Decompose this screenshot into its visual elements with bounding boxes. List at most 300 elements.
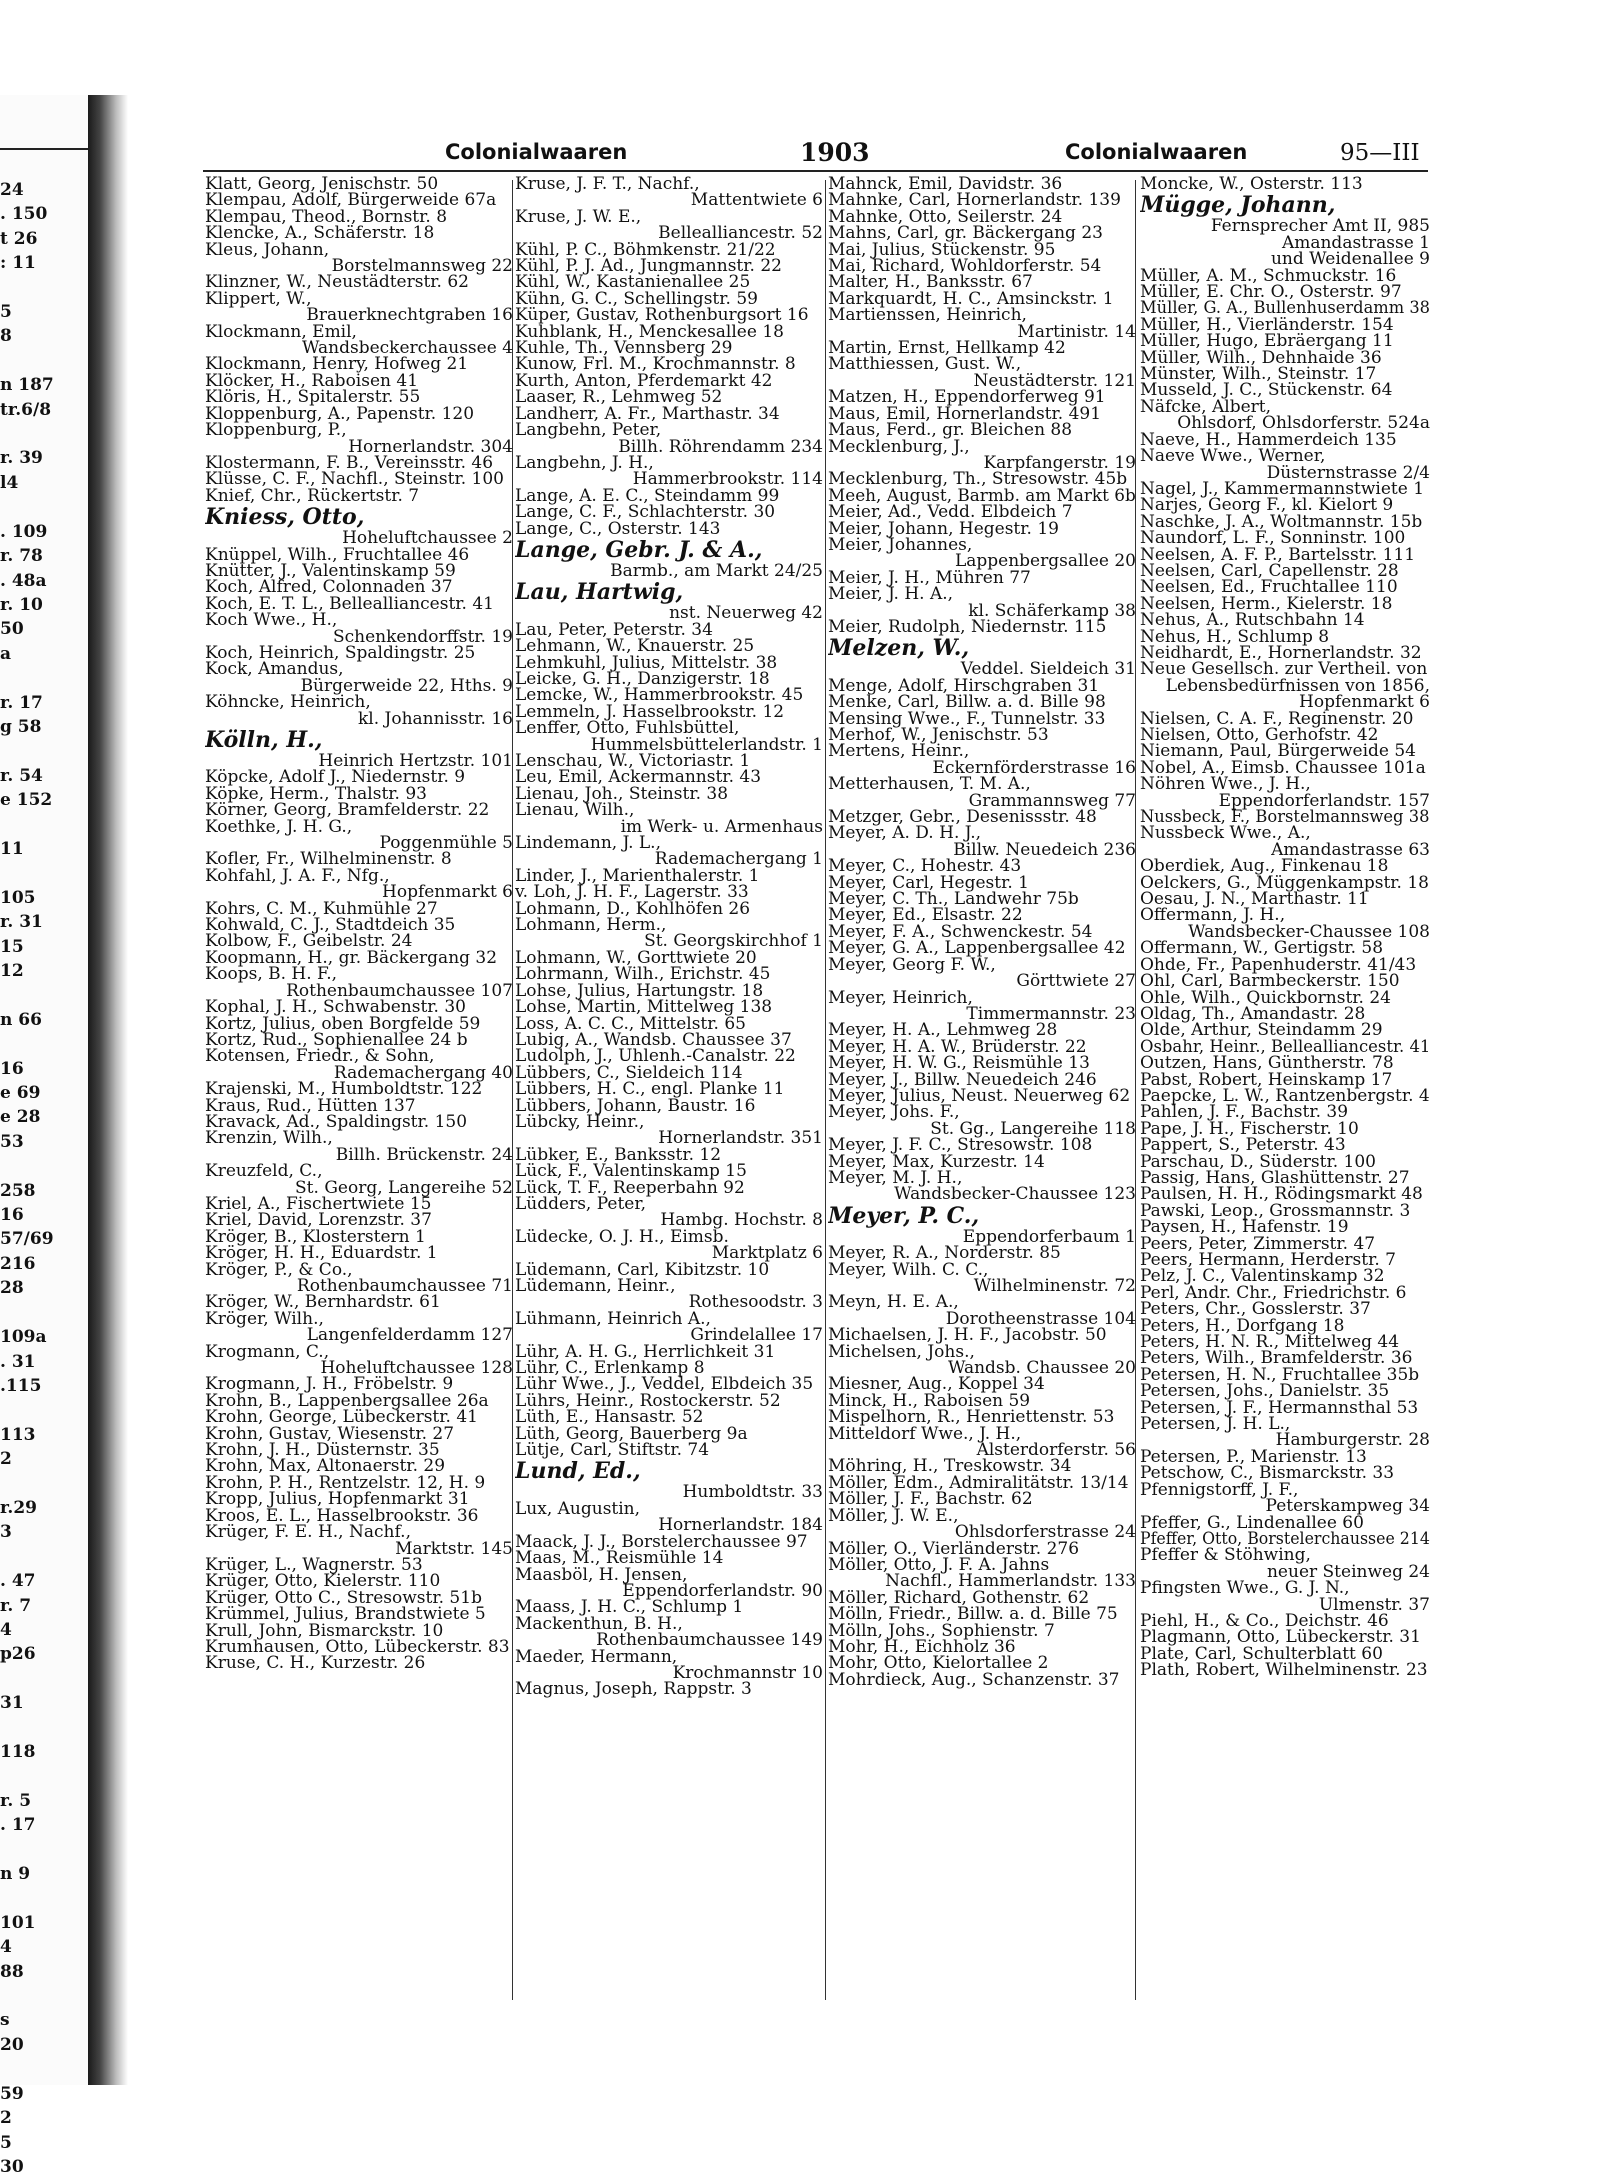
directory-entry: Kunow, Frl. M., Krochmannstr. 8 [515, 354, 796, 375]
directory-entry: Mitteldorf Wwe., J. H., [828, 1423, 1022, 1444]
directory-entry: Leu, Emil, Ackermannstr. 43 [515, 767, 762, 788]
directory-entry: Paepcke, L. W., Rantzenbergstr. 4 [1140, 1085, 1430, 1106]
previous-page-number [0, 1154, 86, 1178]
previous-page-number: 50 [0, 619, 24, 640]
directory-entry-continuation: Hamburgerstr. 28 [1275, 1430, 1430, 1451]
directory-entry-continuation: Eppendorferlandstr. 157 [1218, 790, 1430, 811]
previous-page-number [0, 666, 86, 690]
directory-entry: Lübcky, Heinr., [515, 1111, 645, 1132]
directory-entry: Möhring, H., Treskowstr. 34 [828, 1456, 1072, 1477]
directory-entry-continuation: Eppendorferlandstr. 90 [622, 1580, 823, 1601]
previous-page-number: 53 [0, 1131, 24, 1152]
directory-entry: Kühl, W., Kastanienallee 25 [515, 272, 751, 293]
directory-column-4 [1140, 176, 1430, 2006]
directory-entry: Lux, Augustin, [515, 1498, 641, 1519]
book-spine-shadow [88, 95, 128, 2085]
directory-entry: Meyer, Wilh. C. C., [828, 1259, 989, 1280]
directory-entry: Lohse, Julius, Hartungstr. 18 [515, 980, 764, 1001]
directory-entry: Nielsen, C. A. F., Reginenstr. 20 [1140, 708, 1414, 729]
directory-entry-continuation: Marktstr. 145 [395, 1538, 513, 1559]
directory-entry: Lüth, E., Hansastr. 52 [515, 1407, 704, 1428]
directory-entry: Markquardt, H. C., Amsinckstr. 1 [828, 288, 1114, 309]
directory-entry: Langbehn, Peter, [515, 420, 662, 441]
directory-column-3 [828, 176, 1136, 2006]
directory-entry: Klöris, H., Spitalerstr. 55 [205, 387, 421, 408]
directory-entry: Körner, Georg, Bramfelderstr. 22 [205, 800, 490, 821]
directory-entry-continuation: Martinistr. 14 [1017, 321, 1136, 342]
directory-entry: Nehus, H., Schlump 8 [1140, 626, 1330, 647]
previous-page-number: 57/69 [0, 1229, 54, 1250]
previous-page-number [0, 1984, 86, 2008]
directory-entry: Kriel, A., Fischertwiete 15 [205, 1193, 432, 1214]
previous-page-number [0, 1716, 86, 1740]
directory-entry: Lüth, Georg, Bauerberg 9a [515, 1423, 748, 1444]
directory-entry: Kohwald, C. J., Stadtdeich 35 [205, 915, 456, 936]
directory-entry: Maus, Emil, Hornerlandstr. 491 [828, 403, 1102, 424]
directory-entry: Piehl, H., & Co., Deichstr. 46 [1140, 1610, 1389, 1631]
directory-entry: Kock, Amandus, [205, 659, 344, 680]
directory-entry: Kropp, Julius, Hopfenmarkt 31 [205, 1489, 470, 1510]
directory-firm-heading: Lau, Hartwig, [515, 579, 684, 606]
directory-entry: Krüger, L., Wagnerstr. 53 [205, 1554, 423, 1575]
directory-firm-heading: Melzen, W., [828, 635, 970, 662]
directory-entry-continuation: Ohlsdorf, Ohlsdorferstr. 524a [1177, 413, 1430, 434]
directory-entry: Klöcker, H., Raboisen 41 [205, 370, 419, 391]
directory-entry: Narjes, Georg F., kl. Kielort 9 [1140, 495, 1394, 516]
directory-entry: Meyer, J. F. C., Stresowstr. 108 [828, 1135, 1093, 1156]
directory-entry: Oesau, J. N., Marthastr. 11 [1140, 889, 1369, 910]
directory-entry: Lühr Wwe., J., Veddel, Elbdeich 35 [515, 1374, 814, 1395]
directory-entry: Mahnke, Otto, Seilerstr. 24 [828, 206, 1063, 227]
directory-entry: Klencke, A., Schäferstr. 18 [205, 223, 435, 244]
directory-entry: Kloppenburg, P., [205, 420, 347, 441]
directory-entry: Petersen, P., Marienstr. 13 [1140, 1446, 1367, 1467]
directory-entry: Kühl, P. C., Böhmkenstr. 21/22 [515, 239, 776, 260]
previous-page-number: n 9 [0, 1864, 31, 1885]
previous-page-number: 16 [0, 1058, 24, 1079]
directory-entry: Meier, Rudolph, Niedernstr. 115 [828, 616, 1107, 637]
directory-entry: Mecklenburg, Th., Stresowstr. 45b [828, 469, 1128, 490]
directory-entry: Klüsse, C. F., Nachfl., Steinstr. 100 [205, 469, 504, 490]
directory-entry: Lenschau, W., Victoriastr. 1 [515, 751, 751, 771]
directory-entry: Lühmann, Heinrich A., [515, 1308, 711, 1329]
directory-entry: Malter, H., Banksstr. 67 [828, 272, 1033, 293]
directory-entry: Perl, Andr. Chr., Friedrichstr. 6 [1140, 1282, 1407, 1303]
previous-page-numbers [0, 178, 86, 2179]
previous-page-number: . 150 [0, 204, 48, 225]
directory-entry: Mohrdieck, Aug., Schanzenstr. 37 [828, 1669, 1120, 1690]
directory-entry: Meyer, Ed., Elsastr. 22 [828, 905, 1023, 926]
previous-page-number: r. 78 [0, 546, 43, 567]
directory-entry: Passig, Hans, Glashüttenstr. 27 [1140, 1167, 1410, 1188]
directory-entry: Naschke, J. A., Woltmannstr. 15b [1140, 511, 1423, 532]
directory-entry: Lübker, E., Banksstr. 12 [515, 1144, 722, 1165]
directory-entry-continuation: Peterskampweg 34 [1265, 1496, 1430, 1517]
directory-entry: Kolbow, F., Geibelstr. 24 [205, 931, 413, 952]
directory-entry: Pfennigstorff, J. F., [1140, 1479, 1299, 1500]
directory-entry: Mecklenburg, J., [828, 436, 970, 457]
previous-page-number: s [0, 2010, 10, 2031]
directory-entry-continuation: Hammerbrookstr. 114 [632, 469, 823, 490]
directory-entry-continuation: Langenfelderdamm 127 [306, 1325, 513, 1346]
directory-entry-continuation: Schenkendorffstr. 19 [332, 626, 513, 647]
directory-entry-continuation: Grammannsweg 77 [968, 790, 1136, 811]
directory-entry-continuation: Wandsbeckerchaussee 4 [302, 338, 513, 359]
previous-page-number [0, 1886, 86, 1910]
directory-entry: Lüdecke, O. J. H., Eimsb. [515, 1226, 729, 1247]
previous-page-number: 15 [0, 936, 24, 957]
directory-entry-continuation: Rothenbaumchaussee 107 [286, 980, 513, 1001]
directory-entry: Köpke, Herm., Thalstr. 93 [205, 783, 427, 804]
directory-entry: Leicke, G. H., Danzigerstr. 18 [515, 668, 770, 689]
directory-entry-continuation: Humboldtstr. 33 [682, 1482, 823, 1503]
header-rule [203, 170, 1428, 172]
directory-entry: Paulsen, H. H., Rödingsmarkt 48 [1140, 1184, 1423, 1205]
directory-entry: Lück, T. F., Reeperbahn 92 [515, 1177, 745, 1198]
previous-page-rule [0, 148, 98, 150]
previous-page-number: e 152 [0, 790, 53, 811]
directory-entry-continuation: kl. Schäferkamp 38 [968, 600, 1136, 621]
directory-entry-continuation: Wandsbecker-Chaussee 123 [894, 1184, 1136, 1205]
previous-page-number: r.29 [0, 1497, 37, 1518]
directory-entry: Lange, A. E. C., Steindamm 99 [515, 485, 780, 506]
directory-entry-continuation: Dorotheenstrasse 104 [945, 1308, 1136, 1329]
directory-entry: Mackenthun, B. H., [515, 1613, 683, 1634]
directory-entry-continuation: Eppendorferbaum 1 [962, 1226, 1136, 1247]
directory-entry: Niemann, Paul, Bürgerweide 54 [1140, 741, 1417, 762]
directory-entry-continuation: Rademachergang 1 [654, 849, 823, 870]
directory-entry: Petschow, C., Bismarckstr. 33 [1140, 1463, 1395, 1484]
directory-entry: Petersen, J. H. L., [1140, 1414, 1291, 1435]
directory-entry: Mertens, Heinr., [828, 741, 970, 762]
directory-firm-heading: Meyer, P. C., [828, 1202, 980, 1229]
previous-page-number [0, 1764, 86, 1788]
directory-entry: Kreuzfeld, C., [205, 1161, 323, 1182]
directory-entry: Meyer, Max, Kurzestr. 14 [828, 1151, 1045, 1172]
directory-entry: Matthiessen, Gust. W., [828, 354, 1022, 375]
directory-entry: Knief, Chr., Rückertstr. 7 [205, 485, 420, 506]
directory-entry: Oldag, Th., Amandastr. 28 [1140, 1003, 1366, 1024]
directory-entry: Küper, Gustav, Rothenburgsort 16 [515, 305, 809, 326]
directory-entry: Krümmel, Julius, Brandstwiete 5 [205, 1604, 486, 1625]
directory-entry: Kriel, David, Lorenzstr. 37 [205, 1210, 432, 1231]
directory-entry: Plath, Robert, Wilhelminenstr. 23 [1140, 1660, 1428, 1681]
directory-entry: Martin, Ernst, Hellkamp 42 [828, 338, 1066, 359]
directory-entry: Nagel, J., Kammermannstwiete 1 [1140, 478, 1425, 499]
previous-page-number: r. 54 [0, 765, 43, 786]
directory-entry-continuation: Rothesoodstr. 3 [688, 1292, 823, 1313]
directory-entry: Landherr, A. Fr., Marthastr. 34 [515, 403, 780, 424]
previous-page-number: r. 5 [0, 1790, 32, 1811]
directory-entry: Klinzner, W., Neustädterstr. 62 [205, 272, 469, 293]
previous-page-number: r. 17 [0, 692, 43, 713]
directory-entry: Kloppenburg, A., Papenstr. 120 [205, 403, 475, 424]
directory-entry: Meier, Johannes, [828, 534, 973, 555]
directory-entry: Krüger, Otto, Kielerstr. 110 [205, 1571, 441, 1592]
directory-entry: Meyer, C., Hohestr. 43 [828, 856, 1022, 877]
previous-page-number: tr.6/8 [0, 399, 52, 420]
directory-entry: Kleus, Johann, [205, 239, 330, 260]
previous-page-number: r. 7 [0, 1595, 32, 1616]
directory-entry: Müller, H., Vierländerstr. 154 [1140, 314, 1394, 335]
previous-page-number: : 11 [0, 253, 36, 274]
directory-entry: Minck, H., Raboisen 59 [828, 1390, 1031, 1411]
directory-entry: Krüger, F. E. H., Nachf., [205, 1522, 411, 1543]
column-divider [825, 180, 826, 2000]
directory-entry: Pappert, S., Peterstr. 43 [1140, 1135, 1346, 1156]
previous-page-number: 113 [0, 1424, 36, 1445]
directory-entry: Lohmann, D., Kohlhöfen 26 [515, 898, 751, 919]
directory-entry: Martienssen, Heinrich, [828, 305, 1027, 326]
directory-entry-continuation: Hummelsbüttelerlandstr. 1 [590, 734, 823, 755]
directory-entry-continuation: Wilhelminenstr. 72 [973, 1276, 1136, 1296]
directory-entry: Krohn, P. H., Rentzelstr. 12, H. 9 [205, 1472, 486, 1493]
directory-entry: Lüdemann, Heinr., [515, 1276, 676, 1296]
directory-entry-continuation: Rothenbaumchaussee 149 [596, 1630, 823, 1651]
previous-page-number: 16 [0, 1205, 24, 1226]
previous-page-number: g 58 [0, 716, 42, 737]
directory-entry: Nehus, A., Rutschbahn 14 [1140, 610, 1365, 631]
directory-entry-continuation: Timmermannstr. 23 [966, 1003, 1136, 1024]
directory-entry: Neue Gesellsch. zur Vertheil. von [1140, 659, 1428, 680]
directory-entry: Laaser, R., Lehmweg 52 [515, 387, 723, 408]
previous-page-number: 4 [0, 1937, 12, 1958]
directory-entry: Petersen, Johs., Danielstr. 35 [1140, 1381, 1390, 1402]
previous-page-number: 105 [0, 887, 36, 908]
directory-entry: Möller, J. F., Bachstr. 62 [828, 1489, 1033, 1510]
directory-entry: Klockmann, Henry, Hofweg 21 [205, 354, 469, 375]
directory-entry: Lütje, Carl, Stiftstr. 74 [515, 1440, 710, 1461]
previous-page-number [0, 1398, 86, 1422]
directory-entry: Neelsen, A. F. P., Bartelsstr. 111 [1140, 544, 1416, 565]
directory-entry: Möller, Edm., Admiralitätstr. 13/14 [828, 1472, 1129, 1493]
directory-entry: Peters, Wilh., Bramfelderstr. 36 [1140, 1348, 1413, 1369]
directory-entry-continuation: Ohlsdorferstrasse 24 [954, 1522, 1136, 1543]
previous-page-number [0, 861, 86, 885]
directory-entry: Meyn, H. E. A., [828, 1292, 959, 1313]
directory-entry: Lüdemann, Carl, Kibitzstr. 10 [515, 1259, 770, 1280]
directory-entry: Krohn, B., Lappenbergsallee 26a [205, 1390, 489, 1411]
directory-entry: Pawski, Leop., Grossmannstr. 3 [1140, 1200, 1411, 1221]
directory-entry: Mohr, H., Eichholz 36 [828, 1636, 1016, 1657]
directory-column-2 [515, 176, 823, 2006]
previous-page-number: . 47 [0, 1571, 36, 1592]
directory-entry: Kruse, J. F. T., Nachf., [515, 176, 700, 194]
directory-entry: Meier, J. H., Mühren 77 [828, 567, 1031, 588]
directory-entry: Maass, J. H. C., Schlump 1 [515, 1597, 744, 1618]
previous-page-number: 8 [0, 326, 12, 347]
previous-page-number: 3 [0, 1522, 12, 1543]
directory-entry: Meyer, R. A., Norderstr. 85 [828, 1243, 1061, 1264]
directory-entry: Merhof, W., Jenischstr. 53 [828, 725, 1049, 745]
directory-entry: Plate, Carl, Schulterblatt 60 [1140, 1643, 1383, 1664]
directory-entry: Knütter, J., Valentinskamp 59 [205, 560, 456, 581]
previous-page-number: a [0, 643, 12, 664]
directory-entry: Klatt, Georg, Jenischstr. 50 [205, 176, 439, 194]
directory-entry: Müller, G. A., Bullenhuserdamm 38 [1140, 298, 1430, 319]
directory-entry: Kröger, W., Bernhardstr. 61 [205, 1292, 441, 1313]
directory-entry-continuation: neuer Steinweg 24 [1266, 1561, 1430, 1582]
directory-entry-continuation: Marktplatz 6 [711, 1243, 823, 1264]
previous-page-number: t 26 [0, 228, 38, 249]
header-right-title: Colonialwaaren [1065, 140, 1248, 164]
directory-entry: Peers, Hermann, Herderstr. 7 [1140, 1250, 1396, 1270]
previous-page-number [0, 349, 86, 373]
directory-entry: Meier, Ad., Vedd. Elbdeich 7 [828, 502, 1073, 523]
directory-entry: Möller, J. W. E., [828, 1505, 959, 1526]
previous-page-number: 258 [0, 1180, 36, 1201]
directory-entry: Pfeffer, Otto, Borstelerchaussee 214 [1140, 1528, 1430, 1549]
directory-entry: Maack, J. J., Borstelerchaussee 97 [515, 1531, 808, 1552]
previous-page-number: 216 [0, 1253, 36, 1274]
previous-page-number: 11 [0, 838, 24, 859]
directory-entry: Lehmkuhl, Julius, Mittelstr. 38 [515, 652, 778, 673]
directory-entry: Nussbeck, F., Borstelmannsweg 38 [1140, 807, 1430, 828]
directory-entry: Krohn, J. H., Düsternstr. 35 [205, 1440, 440, 1461]
directory-entry-continuation: und Weidenallee 9 [1270, 249, 1430, 270]
directory-entry: Petersen, H. N., Fruchtallee 35b [1140, 1364, 1420, 1385]
directory-entry: Meier, Johann, Hegestr. 19 [828, 518, 1059, 539]
directory-entry: Neidhardt, E., Hornerlandstr. 32 [1140, 642, 1422, 663]
previous-page-number: . 48a [0, 570, 47, 591]
previous-page-number: 12 [0, 961, 24, 981]
directory-entry-continuation: Heinrich Hertzstr. 101 [318, 751, 513, 771]
directory-entry: Lübbers, H. C., engl. Planke 11 [515, 1079, 785, 1100]
header-year: 1903 [800, 138, 870, 167]
directory-entry: Miesner, Aug., Koppel 34 [828, 1374, 1045, 1395]
directory-entry: Offermann, W., Gertigstr. 58 [1140, 938, 1384, 959]
directory-entry: Lühr, A. H. G., Herrlichkeit 31 [515, 1341, 776, 1362]
directory-entry: Ohle, Wilh., Quickbornstr. 24 [1140, 987, 1391, 1008]
directory-entry: Lübbers, Johann, Baustr. 16 [515, 1095, 756, 1116]
directory-entry-continuation: Barmb., am Markt 24/25 [610, 560, 823, 581]
directory-entry: Mohr, Otto, Kielortallee 2 [828, 1653, 1049, 1674]
directory-entry: Köhncke, Heinrich, [205, 692, 371, 713]
directory-entry: Kühn, G. C., Schellingstr. 59 [515, 288, 758, 309]
previous-page-number: .115 [0, 1375, 42, 1396]
directory-entry-continuation: Borstelmannsweg 22 [331, 256, 513, 277]
page-number: 95—III [1340, 140, 1420, 166]
directory-entry: Plagmann, Otto, Lübeckerstr. 31 [1140, 1627, 1421, 1648]
directory-column-1 [205, 176, 513, 2006]
directory-entry: Lüdders, Peter, [515, 1193, 647, 1214]
directory-entry: Osbahr, Heinr., Bellealliancestr. 41 [1140, 1036, 1430, 1057]
directory-entry: Meyer, C. Th., Landwehr 75b [828, 889, 1079, 910]
previous-page-number: 31 [0, 1693, 24, 1714]
directory-entry-continuation: Billh. Brückenstr. 24 [335, 1144, 513, 1165]
directory-entry: Kraus, Rud., Hütten 137 [205, 1095, 416, 1116]
directory-entry: Kühl, P. J. Ad., Jungmannstr. 22 [515, 256, 782, 277]
directory-entry-continuation: Fernsprecher Amt II, 985 [1210, 216, 1430, 237]
directory-entry: Kuhle, Th., Vennsberg 29 [515, 338, 733, 359]
directory-entry: Lange, C., Osterstr. 143 [515, 518, 721, 539]
directory-entry: Meyer, Johs. F., [828, 1102, 960, 1123]
directory-entry: Möller, Richard, Gothenstr. 62 [828, 1587, 1090, 1608]
previous-page-number [0, 276, 86, 300]
previous-page-number: 28 [0, 1278, 24, 1299]
directory-entry: Lange, C. F., Schlachterstr. 30 [515, 502, 776, 523]
directory-entry: Kruse, C. H., Kurzestr. 26 [205, 1653, 426, 1674]
directory-page [195, 140, 1435, 2020]
directory-entry: Koch, E. T. L., Bellealliancestr. 41 [205, 593, 494, 614]
directory-entry: Lubig, A., Wandsb. Chaussee 37 [515, 1029, 792, 1050]
directory-entry: Mai, Julius, Stückenstr. 95 [828, 239, 1056, 260]
directory-entry-continuation: Nachfl., Hammerlandstr. 133 [885, 1571, 1136, 1592]
directory-entry: Klempau, Theod., Bornstr. 8 [205, 206, 448, 227]
directory-entry: Peters, H. N. R., Mittelweg 44 [1140, 1332, 1400, 1353]
directory-entry: Pfeffer & Stöhwing, [1140, 1545, 1311, 1566]
previous-page-number: 109a [0, 1327, 47, 1348]
directory-entry-continuation: Amandastrasse 63 [1271, 839, 1430, 860]
directory-entry-continuation: Ulmenstr. 37 [1318, 1594, 1430, 1615]
directory-entry-continuation: im Werk- u. Armenhaus [620, 816, 823, 837]
directory-entry: Nussbeck Wwe., A., [1140, 823, 1311, 844]
directory-entry: Pabst, Robert, Heinskamp 17 [1140, 1069, 1393, 1090]
directory-entry: Outzen, Hans, Güntherstr. 78 [1140, 1053, 1394, 1074]
directory-entry: Krüger, Otto C., Stresowstr. 51b [205, 1587, 482, 1608]
directory-entry: Neelsen, Herm., Kielerstr. 18 [1140, 593, 1393, 614]
directory-entry-continuation: Poggenmühle 5 [379, 833, 513, 854]
directory-entry: Pahlen, J. F., Bachstr. 39 [1140, 1102, 1349, 1123]
directory-entry-continuation: Hopfenmarkt 6 [1299, 692, 1430, 713]
directory-entry: Moncke, W., Osterstr. 113 [1140, 176, 1363, 194]
previous-page-number [0, 983, 86, 1007]
directory-entry: Meyer, Heinrich, [828, 987, 973, 1008]
directory-entry: Koethke, J. H. G., [205, 816, 353, 837]
directory-entry: Meyer, H. A. W., Brüderstr. 22 [828, 1036, 1087, 1057]
previous-page-number: 24 [0, 180, 24, 200]
directory-entry: Nielsen, Otto, Gerhofstr. 42 [1140, 725, 1379, 745]
directory-entry: Metterhausen, T. M. A., [828, 774, 1031, 795]
directory-firm-heading: Kölln, H., [205, 727, 323, 753]
directory-entry: Metzger, Gebr., Desenissstr. 48 [828, 807, 1097, 828]
directory-entry: Magnus, Joseph, Rappstr. 3 [515, 1679, 752, 1700]
header-left-title: Colonialwaaren [445, 140, 628, 164]
directory-entry: Kuhblank, H., Menckesallee 18 [515, 321, 784, 342]
directory-entry: Meyer, H. A., Lehmweg 28 [828, 1020, 1058, 1041]
directory-entry: Meyer, J., Billw. Neuedeich 246 [828, 1069, 1097, 1090]
directory-entry: Näfcke, Albert, [1140, 396, 1272, 417]
directory-entry-continuation: St. Georg, Langereihe 52 [295, 1177, 513, 1198]
directory-entry: Linder, J., Marienthalerstr. 1 [515, 865, 760, 886]
directory-entry: Meyer, G. A., Lappenbergsallee 42 [828, 938, 1126, 959]
directory-entry-continuation: Brauerknechtgraben 16 [306, 305, 513, 326]
directory-entry: Mölln, Johs., Sophienstr. 7 [828, 1620, 1055, 1641]
directory-entry: Lübbers, C., Sieldeich 114 [515, 1062, 743, 1083]
previous-page-number: 118 [0, 1742, 36, 1762]
directory-entry: Lühr, C., Erlenkamp 8 [515, 1358, 705, 1379]
directory-entry: Lührs, Heinr., Rostockerstr. 52 [515, 1390, 781, 1411]
directory-entry: Michaelsen, J. H. F., Jacobstr. 50 [828, 1325, 1107, 1346]
previous-page-number [0, 1667, 86, 1691]
directory-entry: Offermann, J. H., [1140, 905, 1286, 926]
directory-entry: Koopmann, H., gr. Bäckergang 32 [205, 947, 498, 968]
directory-entry: Mai, Richard, Wohldorferstr. 54 [828, 256, 1102, 277]
previous-page-number [0, 1301, 86, 1325]
previous-page-number: 5 [0, 302, 12, 323]
directory-entry: Paysen, H., Hafenstr. 19 [1140, 1217, 1349, 1238]
directory-entry: Müller, A. M., Schmuckstr. 16 [1140, 265, 1397, 286]
directory-entry: Naeve Wwe., Werner, [1140, 446, 1326, 467]
directory-entry: Lemcke, W., Hammerbrookstr. 45 [515, 685, 804, 706]
directory-entry: Mahns, Carl, gr. Bäckergang 23 [828, 223, 1103, 244]
directory-entry-continuation: Rothenbaumchaussee 71 [296, 1276, 513, 1296]
previous-page-number: e 28 [0, 1107, 41, 1128]
directory-entry: Mahnck, Emil, Davidstr. 36 [828, 176, 1063, 194]
directory-entry-continuation: Düsternstrasse 2/4 [1266, 462, 1430, 483]
directory-entry: Koch, Heinrich, Spaldingstr. 25 [205, 642, 476, 663]
directory-entry: Krajenski, M., Humboldtstr. 122 [205, 1079, 483, 1100]
